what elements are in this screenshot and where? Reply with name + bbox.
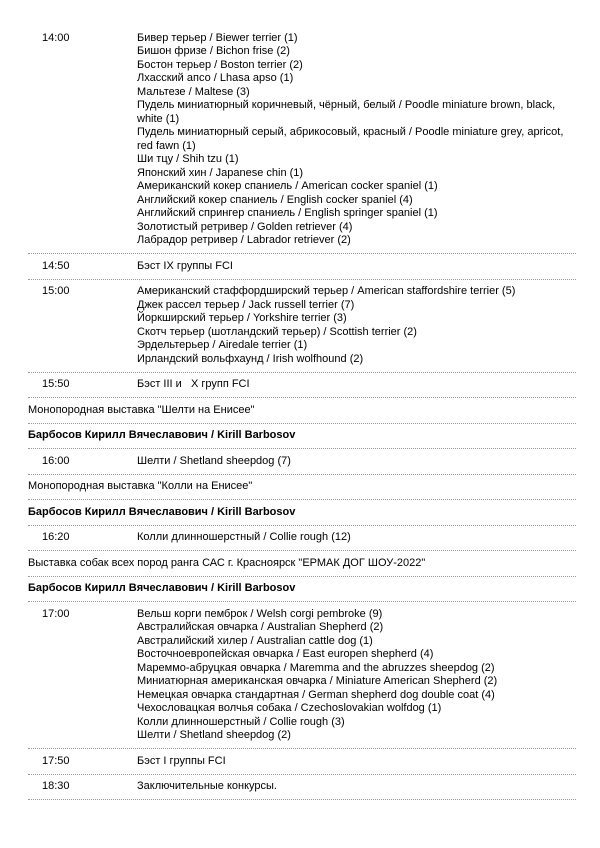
- breed-list: [137, 32, 576, 248]
- judge-row: [28, 499, 576, 525]
- breed-item: Мареммо-абруцкая овчарка / Maremma and the abruzzes sheepdog (2): [137, 661, 495, 674]
- breed-item: Английский спрингер спаниель / English springer spaniel (1): [137, 207, 438, 219]
- breed-list: [137, 531, 576, 545]
- judge-name: Барбосов Кирилл Вячеславович / Kirill Barbosov: [28, 582, 296, 594]
- breed-item: Пудель миниатюрный серый, абрикосовый, красный / Poodle miniature grey, apricot, red fawn (1): [137, 126, 567, 152]
- breed-item: Миниатюрная американская овчарка / Miniature American Shepherd (2): [137, 675, 498, 687]
- section-row: [28, 474, 576, 500]
- breed-item: Восточноевропейская овчарка / East europen shepherd (4): [137, 648, 434, 660]
- schedule-row: [28, 525, 576, 551]
- section-title: Выставка собак всех пород ранга САС г. Красноярск "ЕРМАК ДОГ ШОУ-2022": [28, 556, 426, 569]
- schedule-row: [28, 253, 576, 279]
- breed-item: Австралийский хилер / Australian cattle dog (1): [137, 634, 373, 647]
- section-title: Монопородная выставка "Колли на Енисее": [28, 480, 253, 492]
- time-cell: 15:00: [42, 285, 70, 297]
- schedule-row: [28, 748, 576, 774]
- breed-item: Бостон терьер / Boston terrier (2): [137, 58, 303, 71]
- breed-item: Ирландский вольфхаунд / Irish wolfhound (2): [137, 352, 364, 365]
- section-row: [28, 550, 576, 576]
- judge-row: [28, 423, 576, 449]
- section-row: [28, 397, 576, 423]
- time-cell: 14:00: [42, 31, 70, 44]
- breed-item: Лабрадор ретривер / Labrador retriever (2): [137, 234, 351, 246]
- breed-item: Бэст III и X групп FCI: [137, 378, 250, 390]
- breed-item: Скотч терьер (шотландский терьер) / Scottish terrier (2): [137, 325, 417, 338]
- breed-item: Джек рассел терьер / Jack russell terrier (7): [137, 298, 355, 311]
- breed-item: Американский кокер спаниель / American cocker spaniel (1): [137, 180, 438, 192]
- breed-item: Лхасский апсо / Lhasa apso (1): [137, 72, 294, 84]
- schedule-row: [28, 26, 576, 253]
- time-cell: 17:00: [42, 607, 70, 620]
- breed-list: [137, 378, 576, 392]
- breed-item: Бишон фризе / Bichon frise (2): [137, 45, 290, 57]
- breed-item: Японский хин / Japanese chin (1): [137, 166, 304, 179]
- breed-item: Колли длинношерстный / Collie rough (3): [137, 715, 345, 728]
- breed-item: Бэст IX группы FCI: [137, 259, 233, 272]
- breed-item: Колли длинношерстный / Collie rough (12): [137, 531, 351, 543]
- schedule-rows: [28, 26, 576, 800]
- judge-name: Барбосов Кирилл Вячеславович / Kirill Barbosov: [28, 505, 296, 518]
- time-cell: 18:30: [42, 780, 70, 792]
- time-cell: 15:50: [42, 378, 70, 390]
- breed-list: [137, 260, 576, 274]
- breed-list: [137, 755, 576, 769]
- breed-list: [137, 455, 576, 469]
- breed-item: Ши тцу / Shih tzu (1): [137, 153, 239, 165]
- breed-item: Австралийская овчарка / Australian Shepherd (2): [137, 621, 384, 633]
- breed-item: Шелти / Shetland sheepdog (7): [137, 454, 291, 467]
- breed-item: Чехословацкая волчья собака / Czechoslovakian wolfdog (1): [137, 702, 442, 714]
- breed-item: Бэст I группы FCI: [137, 754, 226, 767]
- breed-item: Вельш корги пемброк / Welsh corgi pembroke (9): [137, 607, 383, 620]
- breed-item: Заключительные конкурсы.: [137, 780, 277, 792]
- judge-row: [28, 576, 576, 602]
- time-cell: 16:00: [42, 454, 70, 467]
- schedule-row: [28, 372, 576, 398]
- time-cell: 14:50: [42, 259, 70, 272]
- time-cell: 16:20: [42, 531, 70, 543]
- section-title: Монопородная выставка "Шелти на Енисее": [28, 403, 255, 416]
- breed-item: Йоркширский терьер / Yorkshire terrier (3): [137, 312, 347, 324]
- breed-item: Эрдельтерьер / Airedale terrier (1): [137, 339, 308, 351]
- breed-item: Немецкая овчарка стандартная / German shepherd dog double coat (4): [137, 688, 495, 701]
- breed-item: Золотистый ретривер / Golden retriever (4): [137, 220, 353, 233]
- time-cell: 17:50: [42, 754, 70, 767]
- breed-item: Шелти / Shetland sheepdog (2): [137, 729, 291, 741]
- breed-item: Английский кокер спаниель / English cocker spaniel (4): [137, 193, 413, 206]
- breed-item: Бивер терьер / Biewer terrier (1): [137, 31, 298, 44]
- breed-item: Мальтезе / Maltese (3): [137, 85, 250, 98]
- judge-name: Барбосов Кирилл Вячеславович / Kirill Barbosov: [28, 429, 296, 441]
- breed-list: [137, 780, 576, 794]
- schedule-row: [28, 774, 576, 800]
- schedule-row: [28, 601, 576, 748]
- breed-list: [137, 608, 576, 743]
- breed-list: [137, 285, 576, 366]
- schedule-row: [28, 279, 576, 372]
- breed-item: Американский стаффордширский терьер / American staffordshire terrier (5): [137, 285, 516, 297]
- breed-item: Пудель миниатюрный коричневый, чёрный, белый / Poodle miniature brown, black, white (1): [137, 99, 559, 125]
- schedule-row: [28, 448, 576, 474]
